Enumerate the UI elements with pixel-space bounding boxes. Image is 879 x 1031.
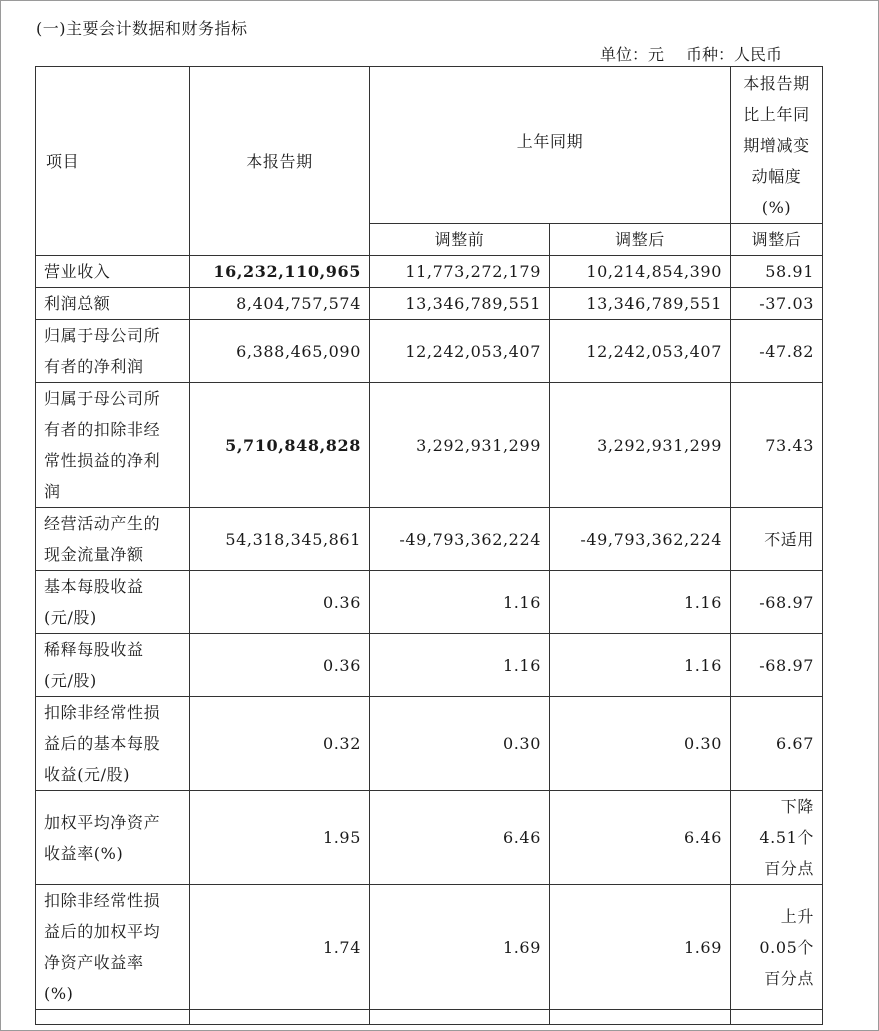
row-item-label-text: 归属于母公司所 [44,326,161,345]
cell-before-adjustment [370,571,550,634]
cell-change-pct-text: 4.51个 [759,828,814,847]
unit-currency-line [600,42,782,65]
table-row [36,383,823,508]
row-item-label-text: 净资产收益率 [44,953,144,972]
row-item-label-text: 润 [44,482,61,501]
cell-current-period-text: 16,232,110,965 [213,262,361,281]
header-before-adjustment: 调整前 [370,224,550,256]
cell-current-period-text: 1.74 [322,937,361,957]
header-change-line: (%) [761,197,792,217]
cell-before-adjustment-text: 1.16 [502,592,541,612]
cell-change-pct-text: 6.67 [775,734,814,753]
row-item-label [36,791,190,885]
row-item-label [36,885,190,1010]
table-row [36,791,823,885]
header-change-line: 比上年同 [743,104,810,124]
cell-change-pct-text: 73.43 [765,435,814,455]
cell-current-period [190,256,370,288]
cell-after-adjustment [550,791,731,885]
row-item-label-text: 归属于母公司所 [44,389,161,408]
row-item-label-text: 收益率(%) [44,843,124,863]
cell-after-adjustment-text: 1.16 [683,592,722,612]
cell-current-period [190,571,370,634]
cell-after-adjustment [550,288,731,320]
header-item: 项目 [36,67,190,256]
cell-current-period [190,791,370,885]
cell-change-pct-text: 百分点 [764,968,814,988]
cell-current-period [190,508,370,571]
cell-before-adjustment [370,320,550,383]
cut-off-cell [550,1010,731,1025]
cell-before-adjustment [370,288,550,320]
row-item-label-text: 扣除非经常性损 [44,703,161,722]
cell-current-period-text: 8,404,757,574 [236,294,361,313]
financial-data-table [35,66,823,1025]
cell-change-pct [731,508,823,571]
cell-after-adjustment [550,571,731,634]
row-item-label-text: 扣除非经常性损 [44,891,161,910]
cell-current-period-text: 5,710,848,828 [225,435,361,455]
cell-change-pct [731,697,823,791]
unit-label: 单位：元 [600,45,665,64]
cell-change-pct [731,256,823,288]
row-item-label-text: (元/股) [44,608,97,627]
cell-after-adjustment-text: 0.30 [683,734,722,753]
cell-before-adjustment [370,885,550,1010]
row-item-label-text: 常性损益的净利 [44,451,161,470]
row-item-label [36,383,190,508]
cell-current-period [190,697,370,791]
cell-change-pct-text: 0.05个 [759,937,814,957]
header-row-1 [36,67,823,224]
cut-off-cell [36,1010,190,1025]
cell-after-adjustment-text: 1.16 [683,655,722,675]
row-item-label [36,571,190,634]
header-change-line: 本报告期 [743,73,810,93]
cell-change-pct-text: -47.82 [759,341,814,361]
row-item-label [36,508,190,571]
cell-before-adjustment-text: 11,773,272,179 [405,262,541,281]
cell-change-pct [731,571,823,634]
row-item-label-text: 现金流量净额 [44,545,144,564]
row-item-label-text: (%) [44,984,74,1003]
cut-off-cell [370,1010,550,1025]
row-item-label-text: (元/股) [44,671,97,690]
row-item-label [36,697,190,791]
cell-change-pct-text: 上升 [780,906,814,926]
cell-change-pct [731,320,823,383]
table-row [36,634,823,697]
cell-current-period-text: 54,318,345,861 [225,529,361,549]
cell-after-adjustment [550,383,731,508]
header-change-pct [731,67,823,224]
cell-before-adjustment-text: 1.16 [502,655,541,675]
cell-current-period [190,383,370,508]
row-item-label [36,288,190,320]
cell-change-pct-text: 下降 [780,797,814,816]
table-row-cut-off [36,1010,823,1025]
cell-current-period-text: 0.36 [322,655,361,675]
row-item-label [36,634,190,697]
row-item-label-text: 益后的基本每股 [44,734,161,753]
row-item-label-text: 有者的扣除非经 [44,420,161,439]
cell-after-adjustment [550,885,731,1010]
cell-after-adjustment-text: 12,242,053,407 [586,341,722,361]
row-item-label-text: 利润总额 [44,294,111,313]
table-row [36,571,823,634]
row-item-label-text: 营业收入 [44,262,111,281]
row-item-label [36,320,190,383]
cell-before-adjustment-text: 13,346,789,551 [405,294,541,313]
cell-current-period-text: 6,388,465,090 [236,341,361,361]
cell-change-pct-text: -68.97 [759,592,814,612]
cell-after-adjustment-text: 6.46 [683,828,722,847]
cell-after-adjustment-text: 13,346,789,551 [586,294,722,313]
cell-after-adjustment-text: 1.69 [683,937,722,957]
header-change-after-adjustment: 调整后 [731,224,823,256]
cell-current-period [190,288,370,320]
cell-change-pct [731,791,823,885]
table-row [36,256,823,288]
header-after-adjustment: 调整后 [550,224,731,256]
cell-before-adjustment-text: 12,242,053,407 [405,341,541,361]
cell-before-adjustment-text: -49,793,362,224 [399,529,541,549]
row-item-label-text: 益后的加权平均 [44,922,161,941]
cell-current-period [190,634,370,697]
cell-current-period-text: 0.32 [322,734,361,753]
cell-after-adjustment-text: 10,214,854,390 [586,262,722,281]
cell-after-adjustment [550,634,731,697]
currency-label: 币种：人民币 [686,45,783,64]
table-row [36,320,823,383]
row-item-label-text: 加权平均净资产 [44,812,161,832]
cell-before-adjustment [370,256,550,288]
cell-before-adjustment-text: 0.30 [502,734,541,753]
table-row [36,288,823,320]
cell-before-adjustment [370,508,550,571]
cell-change-pct-text: 不适用 [764,529,814,549]
row-item-label-text: 稀释每股收益 [44,640,144,659]
cell-after-adjustment [550,697,731,791]
cell-change-pct [731,383,823,508]
cell-after-adjustment-text: -49,793,362,224 [580,529,722,549]
cell-before-adjustment-text: 1.69 [502,937,541,957]
cell-change-pct [731,885,823,1010]
cell-current-period-text: 0.36 [322,592,361,612]
cell-change-pct [731,288,823,320]
cell-after-adjustment-text: 3,292,931,299 [597,435,722,455]
table-row [36,697,823,791]
cell-after-adjustment [550,508,731,571]
header-change-line: 动幅度 [751,166,802,186]
cell-after-adjustment [550,320,731,383]
cell-current-period [190,885,370,1010]
row-item-label [36,256,190,288]
cell-change-pct-text: -37.03 [759,294,814,313]
cell-before-adjustment-text: 6.46 [502,828,541,847]
cell-before-adjustment [370,634,550,697]
table-row [36,508,823,571]
cut-off-cell [190,1010,370,1025]
section-title: (一)主要会计数据和财务指标 [36,19,248,38]
row-item-label-text: 收益(元/股) [44,765,131,784]
cell-after-adjustment [550,256,731,288]
header-prior-year: 上年同期 [370,67,731,224]
cell-before-adjustment-text: 3,292,931,299 [416,435,541,455]
row-item-label-text: 基本每股收益 [44,577,144,596]
cut-off-cell [731,1010,823,1025]
row-item-label-text: 经营活动产生的 [44,514,161,533]
cell-change-pct-text: 58.91 [765,262,814,281]
cell-current-period-text: 1.95 [322,828,361,847]
cell-before-adjustment [370,697,550,791]
cell-before-adjustment [370,791,550,885]
table-row [36,885,823,1010]
cell-current-period [190,320,370,383]
row-item-label-text: 有者的净利润 [44,357,144,376]
header-change-line: 期增减变 [743,135,810,155]
cell-change-pct [731,634,823,697]
cell-before-adjustment [370,383,550,508]
cell-change-pct-text: 百分点 [764,859,814,878]
header-current-period: 本报告期 [190,67,370,256]
cell-change-pct-text: -68.97 [759,655,814,675]
